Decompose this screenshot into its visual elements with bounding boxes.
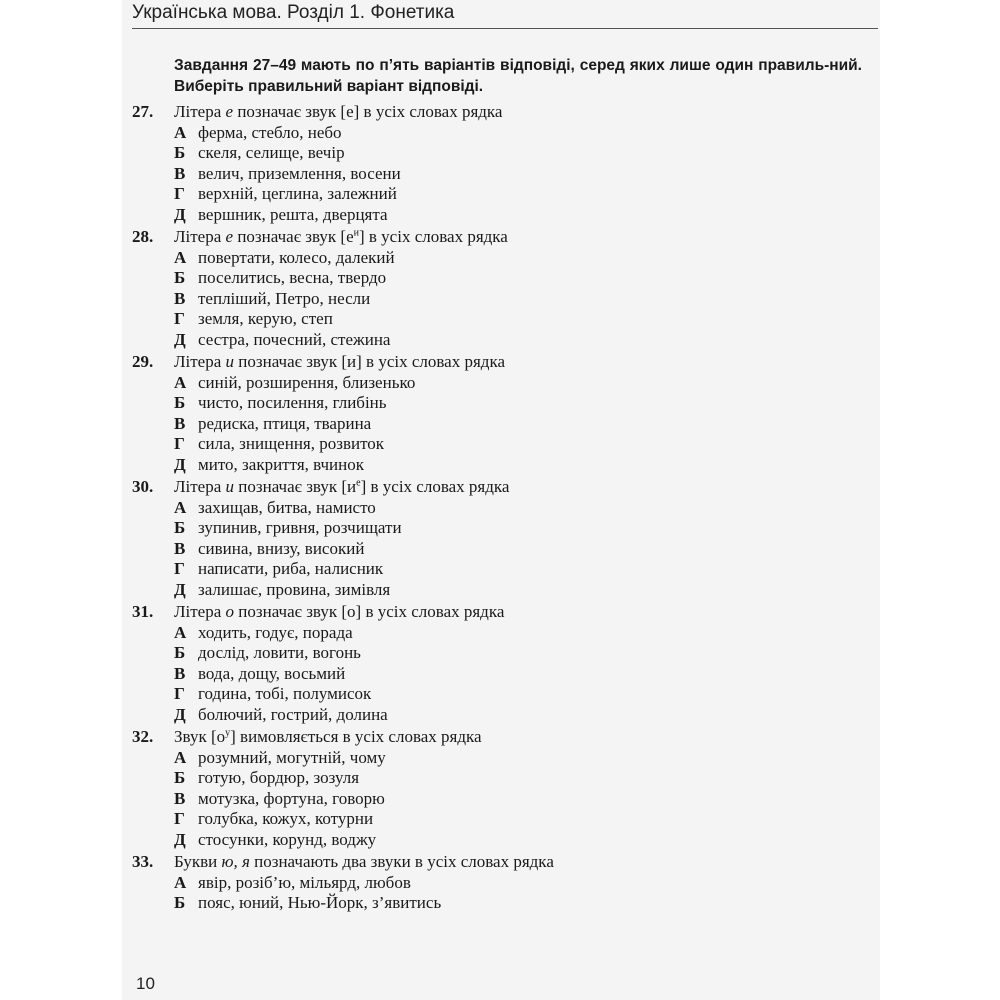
answer-option: [132, 768, 872, 789]
option-letter: Г: [174, 559, 185, 578]
option-text: сестра, почесний, стежина: [198, 329, 391, 349]
answer-option: [132, 643, 872, 664]
option-letter: Д: [174, 204, 186, 224]
answer-option: [132, 809, 872, 830]
question-text-part: Літера: [174, 477, 226, 496]
question-number: 31.: [132, 602, 154, 621]
answer-option: [132, 184, 872, 205]
answer-option: [132, 330, 872, 351]
answer-option: [132, 143, 872, 164]
option-letter: А: [174, 747, 187, 767]
option-letter: А: [174, 622, 187, 642]
option-text: болючий, гострий, долина: [198, 704, 388, 724]
question-text: [174, 602, 504, 623]
option-text: сивина, внизу, високий: [198, 538, 365, 558]
question-text: [174, 102, 502, 123]
question: [132, 102, 872, 225]
sound-symbol: о: [216, 727, 226, 746]
option-text: мито, закриття, вчинок: [198, 454, 365, 474]
option-letter: Г: [174, 809, 185, 828]
question-text-part: Букви: [174, 852, 222, 871]
option-letter: А: [174, 247, 187, 267]
option-letter: В: [174, 788, 186, 808]
option-letter: В: [174, 663, 186, 683]
answer-option: [132, 789, 872, 810]
question-text: [174, 227, 508, 248]
option-text: готую, бордюр, зозуля: [198, 768, 360, 787]
instructions: Завдання 27–49 мають по п’ять варіантів відповіді, серед яких лише один правиль-ний. Виберіть правильний варіант відповіді.: [174, 57, 862, 95]
answer-option: [132, 164, 872, 185]
answer-option: [132, 664, 872, 685]
question-text-part: ] в усіх словах рядка: [356, 352, 505, 371]
answer-option: [132, 268, 872, 289]
question-text-part: ] в усіх словах рядка: [353, 102, 503, 121]
option-letter: Б: [174, 893, 186, 912]
question: [132, 602, 872, 725]
question-text-part: ] в усіх словах рядка: [355, 602, 505, 621]
option-letter: В: [174, 538, 186, 558]
answer-option: [132, 580, 872, 601]
option-letter: А: [174, 372, 187, 392]
target-letter: о: [225, 602, 235, 621]
option-letter: В: [174, 163, 186, 183]
option-text: вода, дощу, восьмий: [198, 663, 346, 683]
question-text-part: ] в усіх словах рядка: [358, 227, 508, 246]
target-letter: и: [225, 477, 235, 496]
question-text-part: позначає звук [: [233, 102, 347, 121]
question-text: [174, 477, 509, 498]
option-text: пояс, юний, Нью-Йорк, з’явитись: [198, 893, 442, 912]
answer-option: [132, 434, 872, 455]
option-text: ферма, стебло, небо: [198, 122, 342, 142]
option-text: захищав, битва, намисто: [198, 497, 376, 517]
question-text-part: позначає звук [: [234, 352, 348, 371]
option-text: залишає, провина, зимівля: [198, 579, 391, 599]
answer-option: [132, 309, 872, 330]
sound-superscript: у: [225, 727, 231, 739]
answer-option: [132, 705, 872, 726]
running-header: Українська мова. Розділ 1. Фонетика: [132, 2, 878, 29]
question-list: [132, 102, 872, 916]
answer-option: [132, 373, 872, 394]
target-letter: е: [225, 227, 234, 246]
option-letter: Б: [174, 143, 186, 162]
option-letter: В: [174, 288, 186, 308]
answer-option: [132, 539, 872, 560]
question-number: 33.: [132, 852, 154, 871]
answer-option: [132, 684, 872, 705]
option-text: поселитись, весна, твердо: [198, 268, 387, 287]
question-stem: [132, 602, 872, 623]
question-stem: [132, 352, 872, 373]
target-letter: и: [225, 352, 235, 371]
option-letter: Б: [174, 393, 186, 412]
question-number: 27.: [132, 102, 154, 121]
question-text-part: позначає звук [: [234, 602, 348, 621]
option-letter: Д: [174, 329, 186, 349]
option-text: зупинив, гривня, розчищати: [198, 518, 402, 537]
option-text: розумний, могутній, чому: [198, 747, 386, 767]
question-stem: [132, 227, 872, 248]
option-letter: Д: [174, 579, 186, 599]
option-text: тепліший, Петро, несли: [198, 288, 371, 308]
question: [132, 477, 872, 600]
question: [132, 727, 872, 850]
question-text: [174, 852, 554, 873]
question-text-part: ] в усіх словах рядка: [360, 477, 510, 496]
option-text: голубка, кожух, котурни: [198, 809, 374, 828]
target-letter: е: [225, 102, 234, 121]
answer-option: [132, 205, 872, 226]
question-number: 30.: [132, 477, 154, 496]
question-text-part: позначає звук [: [233, 227, 347, 246]
option-letter: Д: [174, 829, 186, 849]
option-text: чисто, посилення, глибінь: [198, 393, 387, 412]
question: [132, 227, 872, 350]
target-letter: ю, я: [221, 852, 250, 871]
option-letter: Г: [174, 434, 185, 453]
option-letter: Б: [174, 643, 186, 662]
sound-symbol: и: [347, 352, 357, 371]
option-text: повертати, колесо, далекий: [198, 247, 395, 267]
question-stem: [132, 477, 872, 498]
sound-symbol: и: [347, 477, 357, 496]
question-text-part: Літера: [174, 102, 226, 121]
answer-option: [132, 393, 872, 414]
option-text: синій, розширення, близенько: [198, 372, 416, 392]
option-letter: Д: [174, 454, 186, 474]
option-text: дослід, ловити, вогонь: [198, 643, 361, 662]
answer-option: [132, 123, 872, 144]
answer-option: [132, 748, 872, 769]
answer-option: [132, 455, 872, 476]
option-text: написати, риба, налисник: [198, 559, 384, 578]
question-text-part: позначає звук [: [234, 477, 348, 496]
option-letter: Г: [174, 684, 185, 703]
answer-option: [132, 518, 872, 539]
option-text: явір, розіб’ю, мільярд, любов: [198, 872, 411, 892]
option-text: велич, приземлення, восени: [198, 163, 401, 183]
question-stem: [132, 102, 872, 123]
option-text: година, тобі, полумисок: [198, 684, 372, 703]
answer-option: [132, 830, 872, 851]
answer-option: [132, 414, 872, 435]
question-text-part: позначають два звуки в усіх словах рядка: [249, 852, 554, 871]
answer-option: [132, 498, 872, 519]
option-letter: А: [174, 872, 187, 892]
sound-symbol: е: [346, 227, 354, 246]
answer-option: [132, 893, 872, 914]
question-number: 28.: [132, 227, 154, 246]
answer-option: [132, 559, 872, 580]
sound-superscript: е: [356, 477, 361, 489]
question-text: [174, 352, 505, 373]
sound-symbol: е: [346, 102, 354, 121]
option-letter: Б: [174, 268, 186, 287]
question-text: [174, 727, 482, 748]
question-stem: [132, 852, 872, 873]
answer-option: [132, 248, 872, 269]
option-text: скеля, селище, вечір: [198, 143, 345, 162]
option-text: редиска, птиця, тварина: [198, 413, 372, 433]
question-text-part: Звук [: [174, 727, 217, 746]
question-stem: [132, 727, 872, 748]
option-text: земля, керую, степ: [198, 309, 333, 328]
option-letter: Б: [174, 518, 186, 537]
option-text: верхній, цеглина, залежний: [198, 184, 397, 203]
question-text-part: ] вимовляється в усіх словах рядка: [230, 727, 482, 746]
answer-option: [132, 289, 872, 310]
answer-option: [132, 873, 872, 894]
option-letter: В: [174, 413, 186, 433]
option-letter: А: [174, 497, 187, 517]
question-number: 32.: [132, 727, 154, 746]
option-letter: А: [174, 122, 187, 142]
question: [132, 352, 872, 475]
option-letter: Б: [174, 768, 186, 787]
sound-symbol: о: [347, 602, 356, 621]
option-text: стосунки, корунд, воджу: [198, 829, 377, 849]
question-text-part: Літера: [174, 602, 226, 621]
option-text: ходить, годує, порада: [198, 622, 353, 642]
page-number: 10: [136, 974, 155, 993]
option-text: вершник, решта, дверцята: [198, 204, 388, 224]
question-number: 29.: [132, 352, 154, 371]
sound-superscript: и: [353, 227, 359, 239]
option-letter: Г: [174, 309, 185, 328]
question: [132, 852, 872, 914]
question-text-part: Літера: [174, 352, 226, 371]
answer-option: [132, 623, 872, 644]
option-text: мотузка, фортуна, говорю: [198, 788, 385, 808]
option-text: сила, знищення, розвиток: [198, 434, 385, 453]
question-text-part: Літера: [174, 227, 226, 246]
option-letter: Г: [174, 184, 185, 203]
option-letter: Д: [174, 704, 186, 724]
